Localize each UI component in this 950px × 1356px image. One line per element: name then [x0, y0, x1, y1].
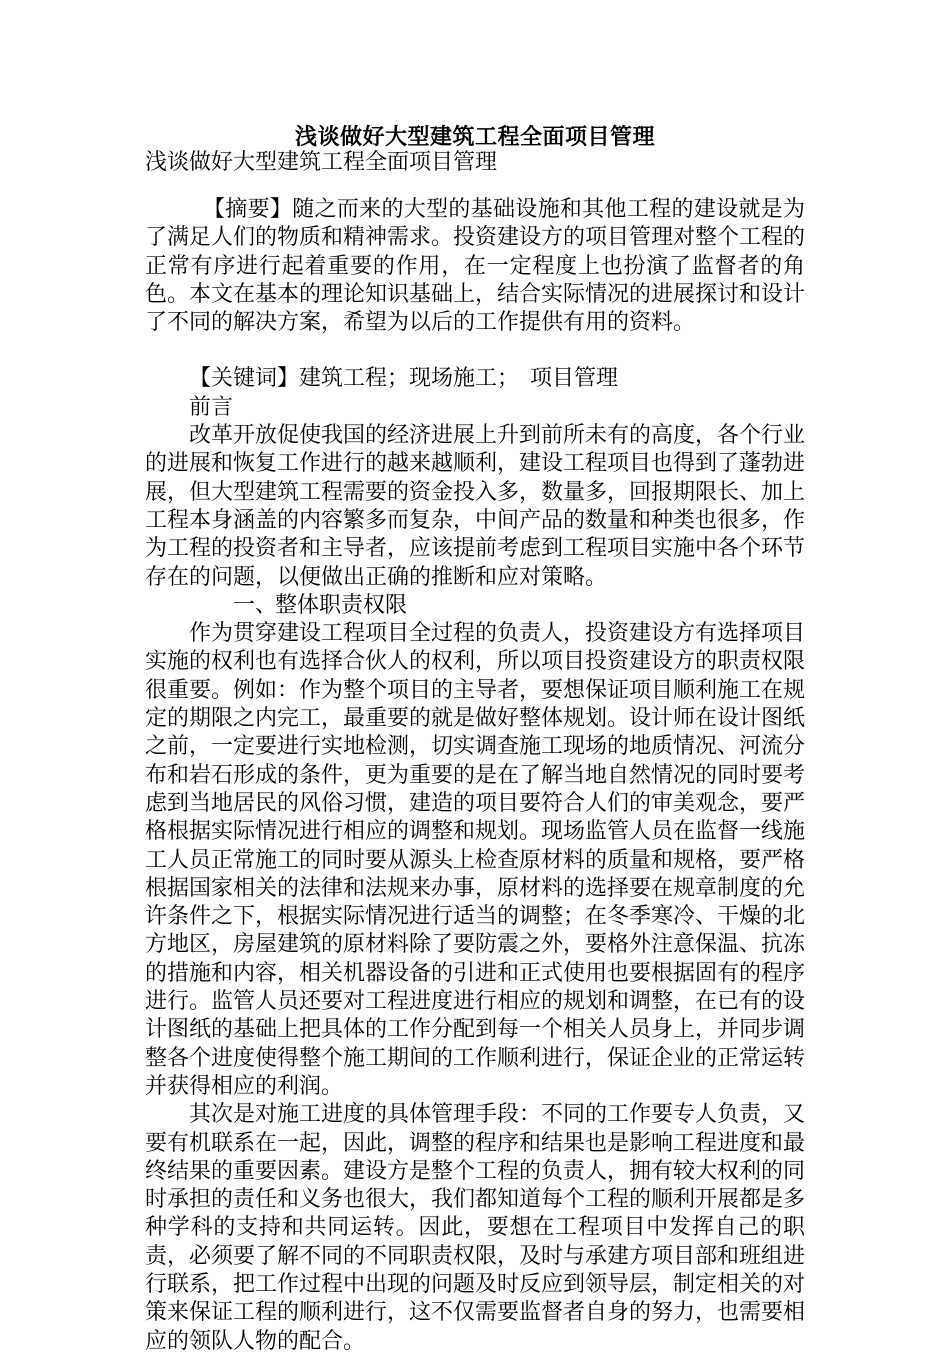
spacer: [145, 337, 805, 365]
document-subtitle: 浅谈做好大型建筑工程全面项目管理: [145, 150, 498, 175]
document-title: 浅谈做好大型建筑工程全面项目管理: [294, 124, 655, 150]
section-number: 一、: [233, 592, 278, 618]
preface-heading: 前言: [189, 394, 234, 420]
section-paragraph: 作为贯穿建设工程项目全过程的负责人，投资建设方有选择项目实施的权利也有选择合伙人的权利，所以项目投资建设方的职责权限很重要。例如：作为整个项目的主导者，要想保证项目顺利施工在规定的期限之内完工，最重要的就是做好整体规划。设计师在设计图纸之前，一定要进行实地检测，切实调查施工现场的地质情况、河流分布和岩石形成的条件，更为重要的是在了解当地自然情况的同时要考虑到当地居民的风俗习惯，建造的项目要符合人们的审美观念，要严格根据实际情况进行相应的调整和规划。现场监管人员在监督一线施工人员正常施工的同时要从源头上检查原材料的质量和规格，要严格根据国家相关的法律和法规来办事，原材料的选择要在规章制度的允许条件之下，根据实际情况进行适当的调整；在冬季寒冷、干燥的北方地区，房屋建筑的原材料除了要防震之外，要格外注意保温、抗冻的措施和内容，相关机器设备的引进和正式使用也要根据固有的程序进行。监管人员还要对工程进度进行相应的规划和调整，在已有的设计图纸的基础上把具体的工作分配到每一个相关人员身上，并同步调整各个进度使得整个施工期间的工作顺利进行，保证企业的正常运转并获得相应的利润。: [145, 621, 806, 1099]
section-heading: [145, 592, 805, 620]
section-title: 整体职责权限: [275, 592, 408, 618]
section-paragraph: 其次是对施工进度的具体管理手段：不同的工作要专人负责，又要有机联系在一起，因此，调整的程序和结果也是影响工程进度和最终结果的重要因素。建设方是整个工程的负责人，拥有较大权利的同时承担的责任和义务也很大，我们都知道每个工程的顺利开展都是多种学科的支持和共同运转。因此，要想在工程项目中发挥自己的职责，必须要了解不同的不同职责权限，及时与承建方项目部和班组进行联系，把工作过程中出现的问题及时反应到领导层，制定相关的对策来保证工程的顺利进行，这不仅需要监督者自身的努力，也需要相应的领队人物的配合。: [145, 1102, 806, 1354]
keywords-line: 【关键词】建筑工程；现场施工； 项目管理: [189, 366, 619, 392]
preface-paragraph: 改革开放促使我国的经济进展上升到前所未有的高度，各个行业的进展和恢复工作进行的越来越顺利，建设工程项目也得到了蓬勃进展，但大型建筑工程需要的资金投入多，数量多，回报期限长、加上工程本身涵盖的内容繁多而复杂，中间产品的数量和种类也很多，作为工程的投资者和主导者，应该提前考虑到工程项目实施中各个环节存在的问题，以便做出正确的推断和应对策略。: [145, 423, 806, 590]
abstract-paragraph: 【摘要】随之而来的大型的基础设施和其他工程的建设就是为了满足人们的物质和精神需求。投资建设方的项目管理对整个工程的正常有序进行起着重要的作用，在一定程度上也扮演了监督者的角色。本文在基本的理论知识基础上，结合实际情况的进展探讨和设计了不同的解决方案，希望为以后的工作提供有用的资料。: [145, 197, 806, 336]
document-body: [145, 196, 805, 1356]
